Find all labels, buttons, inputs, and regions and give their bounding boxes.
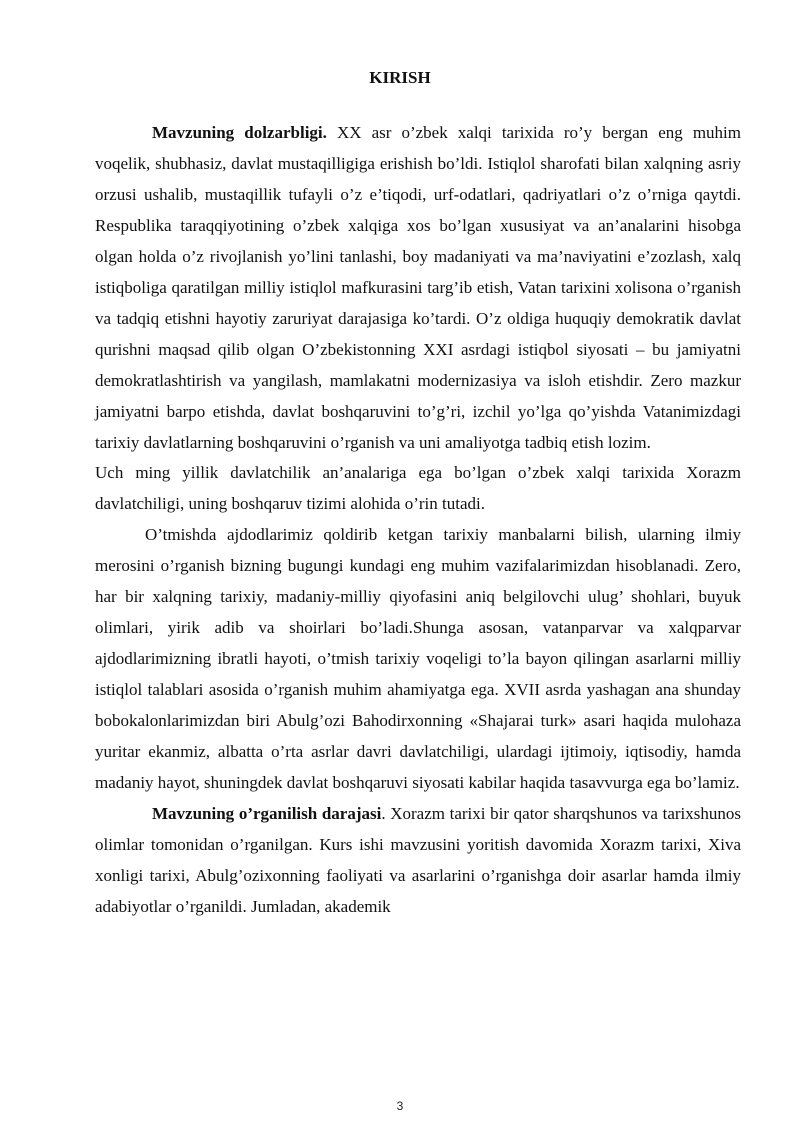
page-number: 3 xyxy=(396,1099,404,1113)
section-heading: KIRISH xyxy=(369,68,431,87)
paragraph-text: XX asr o’zbek xalqi tarixida ro’y bergan eng muhim voqelik, shubhasiz, davlat mustaqilligiga erishish bo’ldi. Istiqlol sharofati bilan xalqning asriy orzusi ushalib, mustaqillik tufayli o’z e’tiqodi, urf-odatlari, qadriyatlari o’z o’rniga qaytdi. Respublika taraqqiyotining o’zbek xalqiga xos bo’lgan xususiyat va an’analarini hisobga olgan holda o’z rivojlanish yo’lini tanlashi, boy madaniyati va ma’naviyatini e’zozlash, xalq istiqboliga qaratilgan milliy istiqlol mafkurasini targ’ib etish, Vatan tarixini xolisona o’rganish va tadqiq etishni hayotiy zaruriyat darajasiga ko’tardi. O’z oldiga huquqiy demokratik davlat qurishni maqsad qilib olgan O’zbekistonning XXI asrdagi istiqbol siyosati – bu jamiyatni demokratlashtirish va yangilash, mamlakatni modernizasiya va isloh etishdir. Zero mazkur jamiyatni barpo etishda, davlat boshqaruvini to’g’ri, izchil yo’lga qo’yishda Vatanimizdagi tarixiy davlatlarning boshqaruvini o’rganish va uni amaliyotga tadbiq etish lozim. xyxy=(95,123,741,452)
body-text xyxy=(95,118,741,923)
paragraph-study-level xyxy=(95,799,741,923)
paragraph-text: Uch ming yillik davlatchilik an’analariga ega bo’lgan o’zbek xalqi tarixida Xorazm davlatchiligi, uning boshqaruv tizimi alohida o’rin tutadi. xyxy=(95,463,741,514)
paragraph-khorezm xyxy=(95,458,741,520)
paragraph-heritage xyxy=(95,520,741,799)
paragraph-lead: Mavzuning dolzarbligi. xyxy=(152,123,327,142)
paragraph-text: . Xorazm tarixi bir qator sharqshunos va tarixshunos olimlar tomonidan o’rganilgan. Kurs ishi mavzusini yoritish davomida Xorazm tarixi, Xiva xonligi tarixi, Abulg’ozixonning faoliyati va asarlarini o’rganishga doir asarlar hamda ilmiy adabiyotlar o’rganildi. Jumladan, akademik xyxy=(95,803,741,916)
paragraph-text: O’tmishda ajdodlarimiz qoldirib ketgan tarixiy manbalarni bilish, ularning ilmiy merosini o’rganish bizning bugungi kundagi eng muhim vazifalarimizdan hisoblanadi. Zero, har bir xalqning tarixiy, madaniy-milliy qiyofasini aniq belgilovchi ulug’ shohlari, buyuk olimlari, yirik adib va shoirlari bo’ladi.Shunga asosan, vatanparvar va xalqparvar ajdodlarimizning ibratli hayoti, o’tmish tarixiy voqeligi to’la bayon qilingan asarlarni milliy istiqlol talablari asosida o’rganish muhim ahamiyatga ega. XVII asrda yashagan ana shunday bobokalonlarimizdan biri Abulg’ozi Bahodirxonning «Shajarai turk» asari haqida mulohaza yuritar ekanmiz, albatta o’rta asrlar davri davlatchiligi, ulardagi ijtimoiy, iqtisodiy, hamda madaniy hayot, shuningdek davlat boshqaruvi siyosati kabilar haqida tasavvurga ega bo’lamiz. xyxy=(95,525,741,793)
paragraph-lead: Mavzuning o’rganilish darajasi xyxy=(152,803,382,823)
paragraph-relevance xyxy=(95,118,741,458)
